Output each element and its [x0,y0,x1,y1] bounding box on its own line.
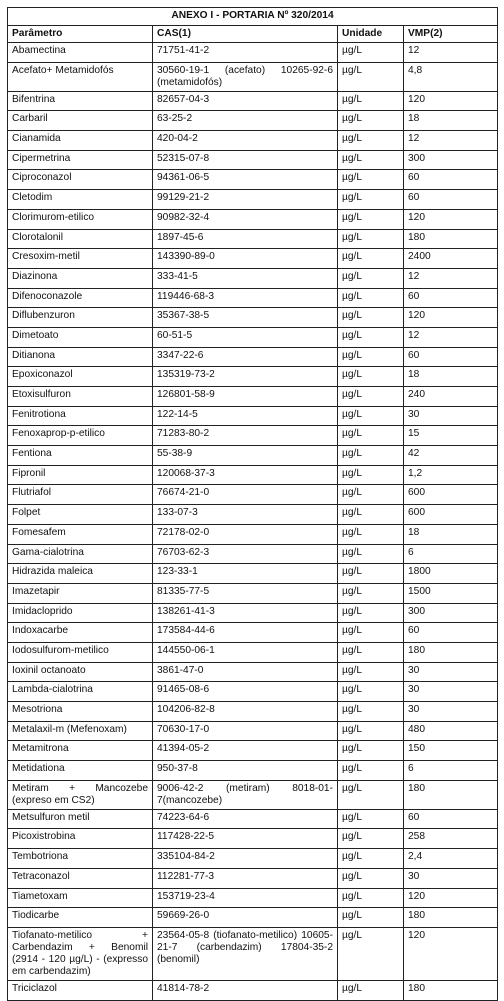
cell-parametro: Ioxinil octanoato [8,662,153,682]
cell-parametro: Etoxisulfuron [8,387,153,407]
cell-unidade: µg/L [338,868,404,888]
cell-parametro: Hidrazida maleica [8,564,153,584]
cell-cas: 119446-68-3 [153,288,338,308]
cell-unidade: µg/L [338,761,404,781]
cell-unidade: µg/L [338,367,404,387]
cell-vmp: 12 [404,43,498,63]
cell-unidade: µg/L [338,682,404,702]
table-row [8,868,498,888]
cell-cas: 23564-05-8 (tiofanato-metilico) 10605-21-7 (carbendazim) 17804-35-2 (benomil) [153,927,338,980]
cell-vmp: 258 [404,829,498,849]
table-body [8,43,498,1001]
cell-unidade: µg/L [338,308,404,328]
cell-cas: 30560-19-1 (acefato) 10265-92-6 (metamidofós) [153,62,338,91]
cell-vmp: 30 [404,662,498,682]
cell-parametro: Cianamida [8,131,153,151]
cell-vmp: 300 [404,150,498,170]
cell-vmp: 180 [404,980,498,1000]
table-row [8,426,498,446]
cell-vmp: 60 [404,288,498,308]
table-row [8,43,498,63]
cell-unidade: µg/L [338,268,404,288]
cell-vmp: 15 [404,426,498,446]
cell-cas: 133-07-3 [153,505,338,525]
cell-vmp: 180 [404,642,498,662]
cell-parametro: Cipermetrina [8,150,153,170]
cell-cas: 143390-89-0 [153,249,338,269]
cell-cas: 35367-38-5 [153,308,338,328]
cell-vmp: 180 [404,908,498,928]
cell-cas: 9006-42-2 (metiram) 8018-01-7(mancozebe) [153,780,338,809]
cell-vmp: 1500 [404,583,498,603]
cell-cas: 420-04-2 [153,131,338,151]
table-row [8,190,498,210]
table-row [8,327,498,347]
cell-parametro: Metiram + Mancozebe (expreso em CS2) [8,780,153,809]
cell-vmp: 12 [404,268,498,288]
cell-vmp: 6 [404,761,498,781]
cell-parametro: Tembotriona [8,849,153,869]
table-row [8,980,498,1000]
cell-cas: 144550-06-1 [153,642,338,662]
cell-unidade: µg/L [338,702,404,722]
table-row [8,927,498,980]
cell-vmp: 42 [404,446,498,466]
header-parametro: Parâmetro [8,26,153,43]
cell-unidade: µg/L [338,347,404,367]
cell-unidade: µg/L [338,603,404,623]
cell-vmp: 600 [404,485,498,505]
cell-cas: 70630-17-0 [153,721,338,741]
table-row [8,268,498,288]
cell-unidade: µg/L [338,888,404,908]
table-row [8,888,498,908]
cell-cas: 90982-32-4 [153,209,338,229]
cell-cas: 71751-41-2 [153,43,338,63]
cell-vmp: 60 [404,190,498,210]
cell-parametro: Difenoconazole [8,288,153,308]
cell-parametro: Metidationa [8,761,153,781]
cell-cas: 138261-41-3 [153,603,338,623]
table-row [8,623,498,643]
table-row [8,131,498,151]
cell-vmp: 2,4 [404,849,498,869]
cell-parametro: Fomesafem [8,524,153,544]
table-title: ANEXO I - PORTARIA Nº 320/2014 [8,8,498,26]
cell-cas: 120068-37-3 [153,465,338,485]
table-row [8,446,498,466]
cell-parametro: Gama-cialotrina [8,544,153,564]
cell-unidade: µg/L [338,721,404,741]
cell-cas: 3347-22-6 [153,347,338,367]
cell-vmp: 30 [404,682,498,702]
table-row [8,367,498,387]
cell-cas: 59669-26-0 [153,908,338,928]
cell-cas: 173584-44-6 [153,623,338,643]
cell-parametro: Imazetapir [8,583,153,603]
cell-unidade: µg/L [338,387,404,407]
cell-cas: 135319-73-2 [153,367,338,387]
cell-vmp: 12 [404,327,498,347]
cell-unidade: µg/L [338,809,404,829]
table-row [8,702,498,722]
table-row [8,288,498,308]
cell-unidade: µg/L [338,524,404,544]
cell-unidade: µg/L [338,465,404,485]
cell-parametro: Diazinona [8,268,153,288]
cell-vmp: 1,2 [404,465,498,485]
cell-parametro: Iodosulfurom-metilico [8,642,153,662]
cell-unidade: µg/L [338,485,404,505]
cell-vmp: 300 [404,603,498,623]
cell-unidade: µg/L [338,229,404,249]
cell-unidade: µg/L [338,426,404,446]
cell-unidade: µg/L [338,642,404,662]
header-vmp: VMP(2) [404,26,498,43]
table-row [8,809,498,829]
cell-vmp: 120 [404,308,498,328]
header-unidade: Unidade [338,26,404,43]
table-row [8,908,498,928]
cell-parametro: Triciclazol [8,980,153,1000]
cell-cas: 99129-21-2 [153,190,338,210]
cell-unidade: µg/L [338,327,404,347]
table-row [8,741,498,761]
cell-unidade: µg/L [338,505,404,525]
cell-unidade: µg/L [338,43,404,63]
cell-cas: 122-14-5 [153,406,338,426]
table-row [8,544,498,564]
cell-unidade: µg/L [338,190,404,210]
cell-cas: 41394-05-2 [153,741,338,761]
cell-unidade: µg/L [338,829,404,849]
cell-vmp: 240 [404,387,498,407]
cell-parametro: Flutriafol [8,485,153,505]
cell-vmp: 120 [404,927,498,980]
table-row [8,761,498,781]
cell-vmp: 1800 [404,564,498,584]
cell-parametro: Tiofanato-metilico + Carbendazim + Benomil (2914 - 120 µg/L) - (expresso em carbendazim) [8,927,153,980]
cell-vmp: 30 [404,406,498,426]
cell-vmp: 30 [404,702,498,722]
cell-parametro: Lambda-cialotrina [8,682,153,702]
cell-unidade: µg/L [338,91,404,111]
cell-cas: 1897-45-6 [153,229,338,249]
cell-parametro: Dimetoato [8,327,153,347]
cell-parametro: Carbaril [8,111,153,131]
cell-parametro: Clorotalonil [8,229,153,249]
cell-unidade: µg/L [338,288,404,308]
table-row [8,406,498,426]
cell-vmp: 30 [404,868,498,888]
cell-parametro: Ciproconazol [8,170,153,190]
table-row [8,780,498,809]
cell-unidade: µg/L [338,741,404,761]
cell-vmp: 60 [404,623,498,643]
cell-unidade: µg/L [338,927,404,980]
table-row [8,249,498,269]
cell-vmp: 12 [404,131,498,151]
cell-vmp: 60 [404,809,498,829]
table-row [8,485,498,505]
table-row [8,829,498,849]
cell-cas: 71283-80-2 [153,426,338,446]
cell-parametro: Abamectina [8,43,153,63]
table-row [8,387,498,407]
cell-cas: 335104-84-2 [153,849,338,869]
table-row [8,209,498,229]
cell-cas: 104206-82-8 [153,702,338,722]
cell-cas: 74223-64-6 [153,809,338,829]
table-row [8,721,498,741]
cell-unidade: µg/L [338,662,404,682]
cell-parametro: Cletodim [8,190,153,210]
cell-parametro: Fipronil [8,465,153,485]
cell-parametro: Fentiona [8,446,153,466]
header-cas: CAS(1) [153,26,338,43]
cell-vmp: 18 [404,111,498,131]
table-row [8,111,498,131]
table-row [8,62,498,91]
cell-cas: 60-51-5 [153,327,338,347]
cell-unidade: µg/L [338,209,404,229]
cell-parametro: Ditianona [8,347,153,367]
cell-unidade: µg/L [338,150,404,170]
cell-unidade: µg/L [338,849,404,869]
cell-vmp: 60 [404,347,498,367]
cell-unidade: µg/L [338,564,404,584]
cell-vmp: 480 [404,721,498,741]
table-row [8,564,498,584]
cell-parametro: Mesotriona [8,702,153,722]
cell-parametro: Indoxacarbe [8,623,153,643]
cell-vmp: 4,8 [404,62,498,91]
cell-parametro: Clorimurom-etilico [8,209,153,229]
cell-cas: 117428-22-5 [153,829,338,849]
cell-cas: 41814-78-2 [153,980,338,1000]
cell-vmp: 60 [404,170,498,190]
cell-parametro: Epoxiconazol [8,367,153,387]
cell-parametro: Tiodicarbe [8,908,153,928]
cell-unidade: µg/L [338,583,404,603]
cell-cas: 63-25-2 [153,111,338,131]
cell-parametro: Tiametoxam [8,888,153,908]
cell-vmp: 120 [404,91,498,111]
cell-cas: 81335-77-5 [153,583,338,603]
cell-parametro: Fenoxaprop-p-etilico [8,426,153,446]
cell-unidade: µg/L [338,131,404,151]
cell-cas: 76674-21-0 [153,485,338,505]
cell-vmp: 180 [404,780,498,809]
cell-parametro: Bifentrina [8,91,153,111]
cell-cas: 55-38-9 [153,446,338,466]
table-row [8,524,498,544]
cell-cas: 94361-06-5 [153,170,338,190]
cell-vmp: 120 [404,209,498,229]
cell-vmp: 180 [404,229,498,249]
cell-vmp: 6 [404,544,498,564]
table-row [8,849,498,869]
cell-unidade: µg/L [338,62,404,91]
cell-vmp: 120 [404,888,498,908]
cell-cas: 153719-23-4 [153,888,338,908]
cell-vmp: 600 [404,505,498,525]
cell-cas: 112281-77-3 [153,868,338,888]
cell-vmp: 2400 [404,249,498,269]
table-row [8,603,498,623]
cell-vmp: 18 [404,367,498,387]
cell-unidade: µg/L [338,406,404,426]
anexo-table [7,7,498,1001]
cell-unidade: µg/L [338,980,404,1000]
cell-parametro: Diflubenzuron [8,308,153,328]
cell-cas: 950-37-8 [153,761,338,781]
cell-cas: 123-33-1 [153,564,338,584]
cell-cas: 3861-47-0 [153,662,338,682]
table-row [8,583,498,603]
table-row [8,682,498,702]
cell-cas: 91465-08-6 [153,682,338,702]
cell-parametro: Cresoxim-metil [8,249,153,269]
cell-unidade: µg/L [338,780,404,809]
table-row [8,170,498,190]
cell-cas: 76703-62-3 [153,544,338,564]
cell-parametro: Metalaxil-m (Mefenoxam) [8,721,153,741]
cell-cas: 126801-58-9 [153,387,338,407]
cell-unidade: µg/L [338,544,404,564]
cell-parametro: Metamitrona [8,741,153,761]
table-row [8,662,498,682]
cell-cas: 82657-04-3 [153,91,338,111]
cell-cas: 72178-02-0 [153,524,338,544]
cell-unidade: µg/L [338,908,404,928]
cell-unidade: µg/L [338,446,404,466]
cell-unidade: µg/L [338,111,404,131]
cell-parametro: Tetraconazol [8,868,153,888]
table-row [8,347,498,367]
table-row [8,308,498,328]
table-row [8,150,498,170]
cell-unidade: µg/L [338,623,404,643]
cell-unidade: µg/L [338,170,404,190]
cell-unidade: µg/L [338,249,404,269]
table-row [8,229,498,249]
cell-parametro: Metsulfuron metil [8,809,153,829]
cell-parametro: Picoxistrobina [8,829,153,849]
cell-vmp: 150 [404,741,498,761]
table-row [8,642,498,662]
table-row [8,91,498,111]
cell-parametro: Folpet [8,505,153,525]
cell-vmp: 18 [404,524,498,544]
table-row [8,465,498,485]
table-row [8,505,498,525]
cell-cas: 52315-07-8 [153,150,338,170]
cell-parametro: Imidacloprido [8,603,153,623]
cell-cas: 333-41-5 [153,268,338,288]
cell-parametro: Fenitrotiona [8,406,153,426]
cell-parametro: Acefato+ Metamidofós [8,62,153,91]
